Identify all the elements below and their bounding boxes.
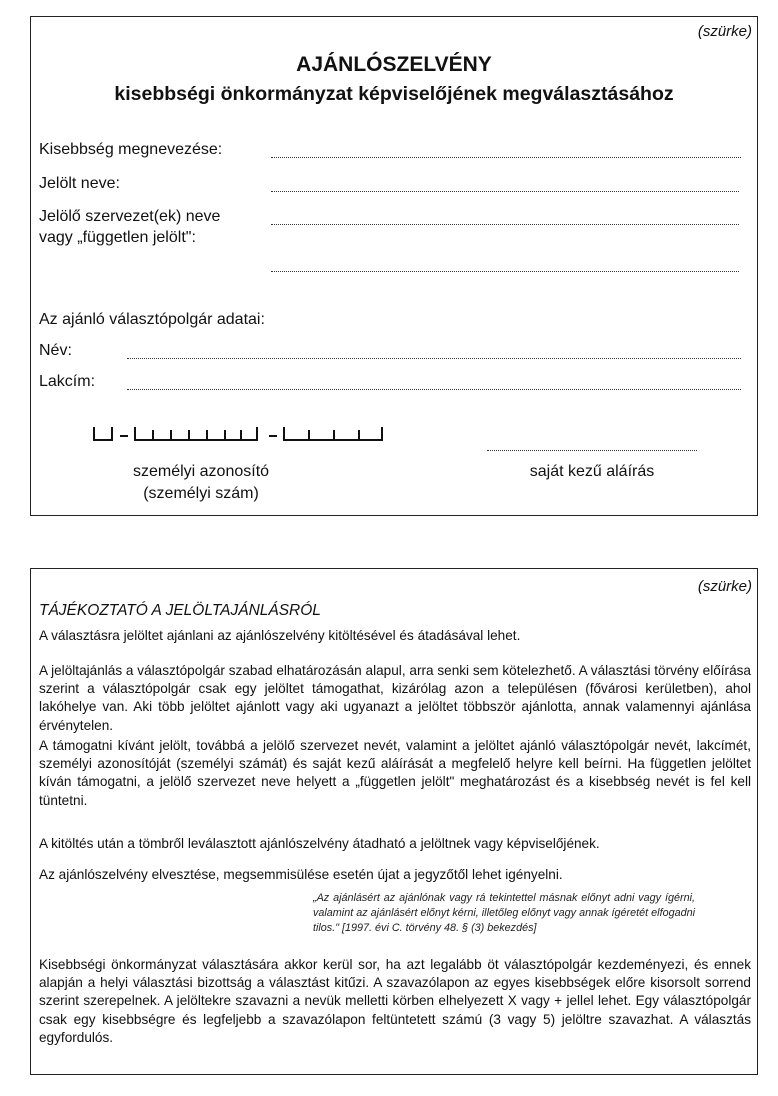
legal-quote: „Az ajánlásért az ajánlónak vagy rá tekintettel másnak előnyt adni vagy ígérni, valamint az ajánlásért előnyt kérni, illetőleg előnyt vagy annak ígéretét elfogadni tilos." [1997. évi C. törvény 48. § (3) bekezdés] — [313, 892, 695, 934]
minority-name-label: Kisebbség megnevezése: — [39, 141, 223, 158]
form-subtitle: kisebbségi önkormányzat képviselőjének megválasztásához — [114, 83, 674, 105]
id-separator — [120, 435, 128, 437]
id-separator — [269, 435, 277, 437]
voter-name-label: Név: — [39, 342, 72, 359]
form-title: AJÁNLÓSZELVÉNY — [296, 53, 492, 76]
voter-address-label: Lakcím: — [39, 373, 96, 390]
id-digit-group-6[interactable] — [134, 427, 258, 441]
info-final-paragraph: Kisebbségi önkormányzat választására akkor kerül sor, ha azt legalább öt választópolgár kezdeményezi, és ennek alapján a helyi választási bizottság a választást kitűzi. A szavazólapon az egyes kisebbségek előre kisorsolt sorrend szerint szerepelnek. A jelöltekre szavazni a nevük melletti körben elhelyezett X vagy + jellel lehet. Egy választópolgár csak egy kisebbségre és legfeljebb a szavazólapon feltüntetett számú (3 vagy 5) jelöltre szavazhat. A választás egyfordulós. — [39, 957, 751, 1045]
voter-section-title: Az ajánló választópolgár adatai: — [39, 311, 265, 328]
color-tag: (szürke) — [697, 23, 752, 40]
info-paragraph: A választásra jelöltet ajánlani az ajánlószelvény kitöltésével és átadásával lehet. — [39, 628, 521, 643]
personal-id-label: személyi azonosító — [132, 463, 270, 480]
nominating-org-field-line2[interactable] — [271, 271, 739, 272]
info-paragraph: A jelöltajánlás a választópolgár szabad elhatározásán alapul, arra senki sem kötelezhető. A választási törvény előírása szerint a választópolgár csak egy jelöltet támogathat, kizárólag azon a településen (fővárosi kerületben), ahol lakóhelye van. Aki több jelöltet ajánlott vagy aki ugyanazt a jelöltet többször ajánlotta, annak valamennyi ajánlása érvénytelen. — [39, 663, 751, 733]
info-title: TÁJÉKOZTATÓ A JELÖLTAJÁNLÁSRÓL — [39, 602, 321, 619]
color-tag: (szürke) — [697, 578, 752, 595]
minority-name-field[interactable] — [271, 157, 741, 158]
voter-name-field[interactable] — [127, 358, 741, 359]
nominating-org-label-line2: vagy „független jelölt": — [39, 229, 196, 246]
nominating-org-field-line1[interactable] — [271, 224, 739, 225]
nomination-form — [30, 16, 758, 516]
personal-id-sublabel: (személyi szám) — [143, 485, 259, 502]
id-digit-group-4[interactable] — [283, 427, 383, 441]
info-paragraph: A támogatni kívánt jelölt, továbbá a jelölő szervezet nevét, valamint a jelöltet ajánló választópolgár nevét, lakcímét, személyi azonosítóját (személyi számát) és saját kezű aláírását a megfelelő helyre kell beírni. Ha független jelöltet kíván támogatni, a jelölő szervezet neve helyett a „független jelölt" meghatározást és a kisebbség nevét is fel kell tüntetni. — [39, 738, 751, 808]
info-paragraph: Az ajánlószelvény elvesztése, megsemmisülése esetén újat a jegyzőtől lehet igényelni. — [39, 867, 563, 882]
signature-label: saját kezű aláírás — [529, 463, 655, 480]
signature-field[interactable] — [487, 450, 697, 451]
candidate-name-field[interactable] — [271, 191, 739, 192]
nominating-org-label-line1: Jelölő szervezet(ek) neve — [39, 208, 221, 225]
nomination-info — [30, 568, 758, 1075]
info-paragraph: A kitöltés után a tömbről leválasztott ajánlószelvény átadható a jelöltnek vagy képviselőjének. — [39, 836, 600, 851]
candidate-name-label: Jelölt neve: — [39, 175, 120, 192]
voter-address-field[interactable] — [127, 389, 741, 390]
id-digit-box[interactable] — [93, 427, 113, 441]
